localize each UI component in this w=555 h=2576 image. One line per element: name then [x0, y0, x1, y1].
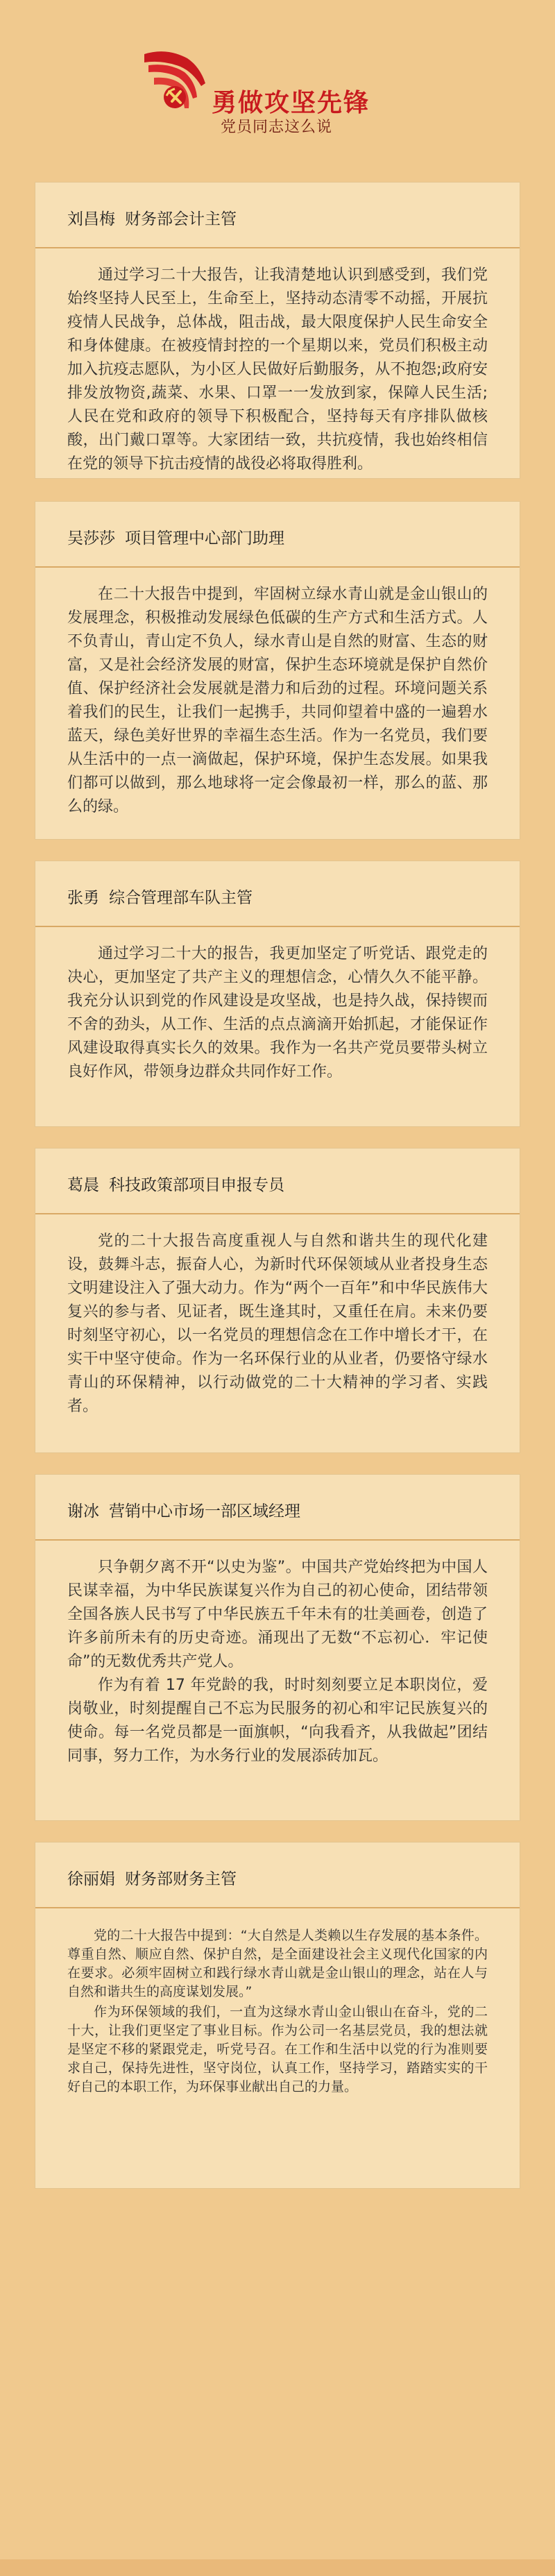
testimonial-card — [35, 182, 520, 479]
author-role: 项目管理中心部门助理 — [125, 529, 284, 548]
card-body — [35, 1908, 520, 2096]
author-name: 张勇 — [67, 889, 99, 907]
author-name: 葛晨 — [67, 1176, 99, 1194]
card-header — [35, 502, 520, 568]
card-header — [35, 1842, 520, 1908]
card-body — [35, 1214, 520, 1418]
author-role: 科技政策部项目申报专员 — [109, 1176, 284, 1194]
author-name: 吴莎莎 — [67, 529, 115, 548]
card-paragraph: 通过学习二十大报告，让我清楚地认识到感受到，我们党始终坚持人民至上，生命至上，坚持动态清零不动摇，开展抗疫情人民战争，总体战，阻击战，最大限度保护人民生命安全和身体健康。在被疫情封控的一个星期以来，党员们积极主动加入抗疫志愿队，为小区人民做好后勤服务，从不抱怨;政府安排发放物资,蔬菜、水果、口罩一一发放到家，保障人民生活; 人民在党和政府的领导下积极配合，坚持每天有序排队做核酸，出门戴口罩等。大家团结一致，共抗疫情，我也始终相信在党的领导下抗击疫情的战役必将取得胜利。 — [67, 266, 488, 473]
card-header — [35, 1475, 520, 1541]
card-body — [35, 1541, 520, 1768]
author-role: 营销中心市场一部区域经理 — [109, 1502, 300, 1520]
author-role: 财务部会计主管 — [125, 210, 237, 228]
card-header — [35, 861, 520, 927]
testimonial-card — [35, 1148, 520, 1453]
card-paragraph: 在二十大报告中提到，牢固树立绿水青山就是金山银山的发展理念，积极推动发展绿色低碳的生产方式和生活方式。人不负青山，青山定不负人，绿水青山是自然的财富、生态的财富，又是社会经济发展的财富，保护生态环境就是保护自然价值、保护经济社会发展就是潜力和后劲的过程。环境问题关系着我们的民生，让我们一起携手，共同仰望着中盛的一遍碧水蓝天，绿色美好世界的幸福生态生活。作为一名党员，我们要从生活中的一点一滴做起，保护环境，保护生态发展。如果我们都可以做到，那么地球将一定会像最初一样，那么的蓝、那么的绿。 — [67, 586, 488, 815]
testimonial-card — [35, 501, 520, 840]
card-header — [35, 1149, 520, 1214]
author-name: 刘昌梅 — [67, 210, 115, 228]
footer-bar — [0, 2559, 555, 2576]
testimonial-card — [35, 1842, 520, 2189]
testimonial-card — [35, 861, 520, 1127]
page-title: 勇做攻坚先锋 — [212, 89, 370, 117]
card-paragraph: 党的二十大报告高度重视人与自然和谐共生的现代化建设，鼓舞斗志，振奋人心，为新时代环保领域从业者投身生态文明建设注入了强大动力。作为“两个一百年”和中华民族伟大复兴的参与者、见证者，既生逢其时，又重任在肩。未来仍要时刻坚守初心，以一名党员的理想信念在工作中增长才干，在实干中坚守使命。作为一名环保行业的从业者，仍要恪守绿水青山的环保精神，以行动做党的二十大精神的学习者、实践者。 — [67, 1232, 488, 1415]
author-name: 徐丽娟 — [67, 1870, 115, 1888]
card-body — [35, 568, 520, 819]
card-paragraph: 作为有着 17 年党龄的我，时时刻刻要立足本职岗位，爱岗敬业，时刻提醒自己不忘为民服务的初心和牢记民族复兴的使命。每一名党员都是一面旗帜，“向我看齐，从我做起”团结同事，努力工作，为水务行业的发展添砖加瓦。 — [67, 1677, 488, 1765]
author-name: 谢冰 — [67, 1502, 99, 1520]
party-emblem-icon — [139, 42, 208, 118]
card-body — [35, 927, 520, 1084]
page-header — [0, 0, 555, 160]
card-paragraph: 作为环保领域的我们，一直为这绿水青山金山银山在奋斗，党的二十大，让我们更坚定了事业目标。作为公司一名基层党员，我的想法就是坚定不移的紧跟党走，听党号召。在工作和生活中以党的行为准则要求自己，保持先进性，坚守岗位，认真工作，坚持学习，踏踏实实的干好自己的本职工作，为环保事业献出自己的力量。 — [67, 2004, 488, 2094]
page-subtitle: 党员同志这么说 — [221, 119, 333, 136]
card-paragraph: 只争朝夕离不开“以史为鉴”。中国共产党始终把为中国人民谋幸福，为中华民族谋复兴作为自己的初心使命，团结带领全国各族人民书写了中华民族五千年未有的壮美画卷，创造了许多前所未有的历史奇迹。涌现出了无数“不忘初心．牢记使命”的无数优秀共产党人。 — [67, 1559, 488, 1670]
card-paragraph: 党的二十大报告中提到：“大自然是人类赖以生存发展的基本条件。尊重自然、顺应自然、保护自然，是全面建设社会主义现代化国家的内在要求。必须牢固树立和践行绿水青山就是金山银山的理念，站在人与自然和谐共生的高度谋划发展。” — [67, 1928, 488, 1999]
card-header — [35, 183, 520, 248]
author-role: 财务部财务主管 — [125, 1870, 237, 1888]
testimonial-card — [35, 1474, 520, 1821]
card-body — [35, 248, 520, 476]
author-role: 综合管理部车队主管 — [109, 889, 253, 907]
card-paragraph: 通过学习二十大的报告，我更加坚定了听党话、跟党走的决心，更加坚定了共产主义的理想信念，心情久久不能平静。我充分认识到党的作风建设是攻坚战，也是持久战，保持锲而不舍的劲头，从工作、生活的点点滴滴开始抓起，才能保证作风建设取得真实长久的效果。我作为一名共产党员要带头树立良好作风，带领身边群众共同作好工作。 — [67, 945, 488, 1081]
